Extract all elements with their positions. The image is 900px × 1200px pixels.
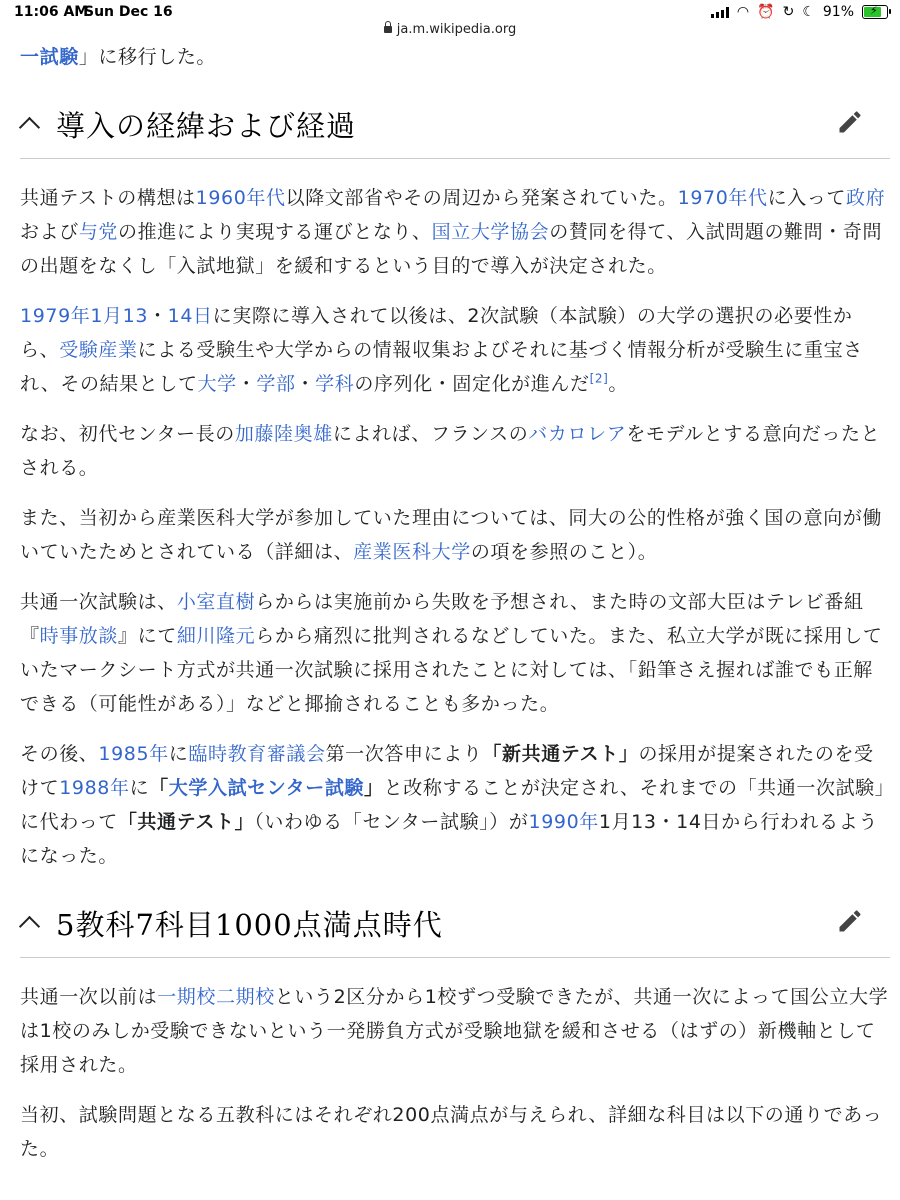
status-date: Sun Dec 16: [84, 4, 173, 20]
address-bar[interactable]: [0, 22, 900, 37]
link-1990[interactable]: 1990年: [528, 811, 599, 833]
section-title: 5教科7科目1000点満点時代: [56, 908, 443, 942]
link-1979-jan-13[interactable]: 1979年1月13: [20, 305, 149, 327]
link-kato-mutsuo[interactable]: 加藤陸奥雄: [234, 423, 333, 445]
wifi-icon: ◠: [736, 4, 750, 20]
status-time: 11:06 AM: [14, 4, 89, 20]
link-hosokawa-ryugen[interactable]: 細川隆元: [176, 625, 256, 647]
charging-bolt-icon: ⚡: [870, 4, 878, 17]
reference-2[interactable]: [2]: [589, 371, 609, 386]
link-komuro-naoki[interactable]: 小室直樹: [176, 591, 256, 613]
chevron-up-icon[interactable]: [19, 117, 40, 138]
alarm-icon: ⏰: [757, 4, 775, 20]
status-bar: [0, 0, 900, 40]
link-1960s[interactable]: 1960年代: [195, 187, 286, 209]
link-1970s[interactable]: 1970年代: [677, 187, 768, 209]
link-uoeh[interactable]: 産業医科大学: [353, 541, 471, 563]
paragraph-top-fragment: 一試験」に移行した。: [20, 46, 217, 68]
status-icons: [711, 4, 888, 20]
link-faculty[interactable]: 学部: [256, 373, 296, 395]
link-ichishiken[interactable]: 一試験: [20, 46, 79, 68]
edit-pencil-icon[interactable]: [836, 907, 864, 935]
link-government[interactable]: 政府: [846, 187, 886, 209]
link-14th[interactable]: 14日: [167, 305, 213, 327]
article-content: [20, 40, 890, 1182]
rotation-lock-icon: ↻: [782, 4, 795, 20]
link-center-exam[interactable]: 大学入試センター試験: [168, 777, 365, 799]
paragraph-6: その後、1985年に臨時教育審議会第一次答申により「新共通テスト」の採用が提案されたのを受けて1988年に「大学入試センター試験」と改称することが決定され、それまでの「共通一次試験」に代わって「共通テスト」（いわゆる「センター試験」）が1990年1月13・14日から行われるようになった。: [20, 743, 885, 867]
link-ruling-party[interactable]: 与党: [78, 221, 119, 243]
link-jiji-hodan[interactable]: 時事放談: [39, 625, 119, 647]
paragraph-4: また、当初から産業医科大学が参加していた理由については、同大の公的性格が強く国の意向が働いていたためとされている（詳細は、産業医科大学の項を参照のこと）。: [20, 507, 883, 563]
section-heading-introduction[interactable]: [20, 98, 890, 159]
paragraph-8: 当初、試験問題となる五教科にはそれぞれ200点満点が与えられ、詳細な科目は以下の通りであった。: [20, 1104, 883, 1160]
lock-icon: [384, 26, 392, 33]
link-national-university-association[interactable]: 国立大学協会: [431, 221, 550, 243]
section-title: 導入の経緯および経過: [56, 109, 357, 143]
link-exam-industry[interactable]: 受験産業: [59, 339, 138, 361]
edit-pencil-icon[interactable]: [836, 108, 864, 136]
url-text: ja.m.wikipedia.org: [396, 22, 517, 37]
battery-percent: 91%: [822, 4, 854, 20]
paragraph-3: なお、初代センター長の加藤陸奥雄によれば、フランスのバカロレアをモデルとする意向だったとされる。: [20, 423, 881, 479]
paragraph-7: 共通一次以前は一期校二期校という2区分から1校ずつ受験できたが、共通一次によって国公立大学は1校のみしか受験できないという一発勝負方式が受験地獄を緩和させる（はずの）新機軸として採用された。: [20, 986, 889, 1076]
link-1988[interactable]: 1988年: [59, 777, 130, 799]
battery-icon: [862, 5, 888, 19]
section-heading-1000-points-era[interactable]: [20, 897, 890, 958]
moon-icon: ☾: [802, 4, 815, 20]
link-rinkyoshin[interactable]: 臨時教育審議会: [188, 743, 326, 765]
link-1985[interactable]: 1985年: [98, 743, 169, 765]
chevron-up-icon[interactable]: [19, 916, 40, 937]
paragraph-1: 共通テストの構想は1960年代以降文部省やその周辺から発案されていた。1970年代に入って政府および与党の推進により実現する運びとなり、国立大学協会の賛同を得て、入試問題の難問・奇問の出題をなくし「入試地獄」を緩和するという目的で導入が決定された。: [20, 187, 886, 277]
signal-icon: [711, 6, 729, 18]
link-baccalaureat[interactable]: バカロレア: [528, 423, 627, 445]
link-university[interactable]: 大学: [197, 373, 237, 395]
paragraph-2: 1979年1月13・14日に実際に導入されて以後は、2次試験（本試験）の大学の選択の必要性から、受験産業による受験生や大学からの情報収集およびそれに基づく情報分析が受験生に重宝され、その結果として大学・学部・学科の序列化・固定化が進んだ[2]。: [20, 305, 863, 395]
link-ikki-niki-schools[interactable]: 一期校二期校: [157, 986, 275, 1008]
link-department[interactable]: 学科: [315, 373, 355, 395]
paragraph-5: 共通一次試験は、小室直樹らからは実施前から失敗を予想され、また時の文部大臣はテレビ番組『時事放談』にて細川隆元らから痛烈に批判されるなどしていた。また、私立大学が既に採用していたマークシート方式が共通一次試験に採用されたことに対しては、「鉛筆さえ握れば誰でも正解できる（可能性がある）」などと揶揄されることも多かった。: [20, 591, 883, 715]
